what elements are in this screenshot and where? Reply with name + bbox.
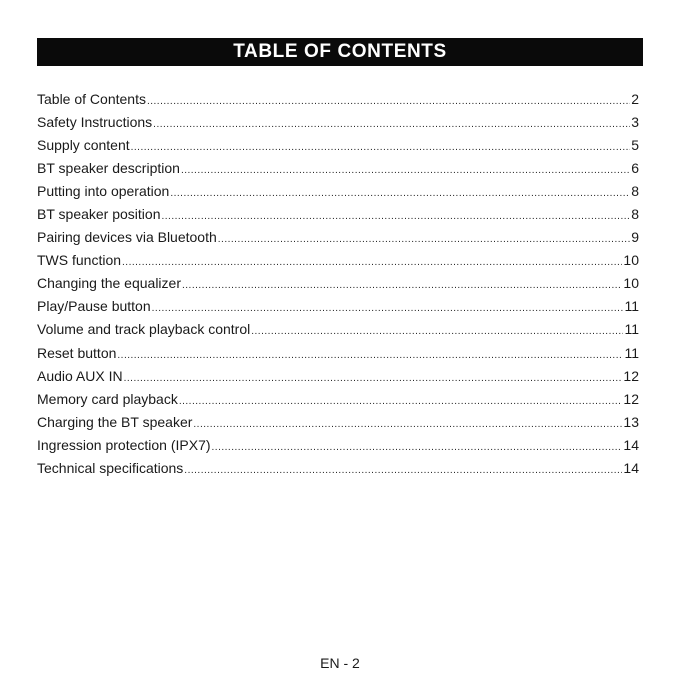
toc-entry — [37, 88, 639, 111]
toc-entry — [37, 434, 639, 457]
toc-leader-dots — [212, 436, 623, 459]
toc-leader-dots — [131, 136, 631, 159]
toc-entry — [37, 111, 639, 134]
toc-leader-dots — [179, 390, 623, 413]
toc-entry — [37, 272, 639, 295]
toc-entry — [37, 226, 639, 249]
toc-leader-dots — [182, 274, 622, 297]
toc-entry — [37, 295, 639, 318]
toc-entry-page: 14 — [623, 436, 639, 453]
toc-entry-label: Audio AUX IN — [37, 367, 123, 384]
toc-leader-dots — [117, 344, 623, 367]
toc-entry-page: 13 — [623, 413, 639, 430]
toc-entry-page: 10 — [623, 275, 639, 292]
toc-leader-dots — [218, 228, 630, 251]
toc-entry-page: 12 — [623, 367, 639, 384]
toc-entry — [37, 457, 639, 480]
toc-entry-label: Safety Instructions — [37, 114, 153, 131]
toc-entry-label: Putting into operation — [37, 183, 170, 200]
toc-entry-page: 9 — [631, 229, 639, 246]
toc-leader-dots — [152, 297, 624, 320]
toc-entry-label: Ingression protection (IPX7) — [37, 436, 211, 453]
toc-entry — [37, 342, 639, 365]
toc-entry-label: Changing the equalizer — [37, 275, 181, 292]
toc-entry-label: Play/Pause button — [37, 298, 151, 315]
toc-entry-page: 12 — [623, 390, 639, 407]
toc-entry-page: 11 — [624, 344, 639, 361]
toc-entry — [37, 249, 639, 272]
toc-entry — [37, 203, 639, 226]
toc-leader-dots — [184, 459, 622, 482]
toc-entry-page: 8 — [631, 183, 639, 200]
toc-entry — [37, 180, 639, 203]
toc-entry — [37, 318, 639, 341]
toc-entry-label: Memory card playback — [37, 390, 178, 407]
toc-leader-dots — [181, 159, 630, 182]
toc-leader-dots — [147, 90, 630, 113]
toc-leader-dots — [193, 413, 622, 436]
page-number: EN - 2 — [320, 655, 360, 671]
toc-entry-page: 3 — [631, 114, 639, 131]
toc-entry-label: Charging the BT speaker — [37, 413, 193, 430]
toc-leader-dots — [161, 205, 630, 228]
toc-entry-label: Reset button — [37, 344, 117, 361]
toc-entry-page: 6 — [631, 160, 639, 177]
toc-leader-dots — [124, 367, 623, 390]
toc-entry-label: Technical specifications — [37, 459, 184, 476]
toc-entry — [37, 411, 639, 434]
toc-leader-dots — [251, 320, 623, 343]
toc-entry-label: TWS function — [37, 252, 122, 269]
toc-entry-page: 10 — [623, 252, 639, 269]
toc-entry-page: 2 — [631, 91, 639, 107]
toc-leader-dots — [153, 113, 630, 136]
toc-entry — [37, 157, 639, 180]
toc-leader-dots — [122, 251, 622, 274]
toc-list — [37, 88, 639, 480]
toc-entry-label: Pairing devices via Bluetooth — [37, 229, 217, 246]
toc-entry-label: Volume and track playback control — [37, 321, 251, 338]
toc-entry — [37, 365, 639, 388]
toc-leader-dots — [170, 182, 630, 205]
toc-entry — [37, 134, 639, 157]
toc-entry-page: 11 — [624, 298, 639, 315]
toc-entry — [37, 388, 639, 411]
toc-entry-page: 8 — [631, 206, 639, 223]
toc-entry-label: BT speaker description — [37, 160, 180, 177]
toc-entry-page: 14 — [623, 459, 639, 476]
toc-title: TABLE OF CONTENTS — [37, 38, 643, 66]
toc-entry-label: Table of Contents — [37, 91, 146, 107]
toc-entry-page: 11 — [624, 321, 639, 338]
toc-entry-label: Supply content — [37, 137, 130, 154]
toc-entry-page: 5 — [631, 137, 639, 154]
toc-entry-label: BT speaker position — [37, 206, 161, 223]
